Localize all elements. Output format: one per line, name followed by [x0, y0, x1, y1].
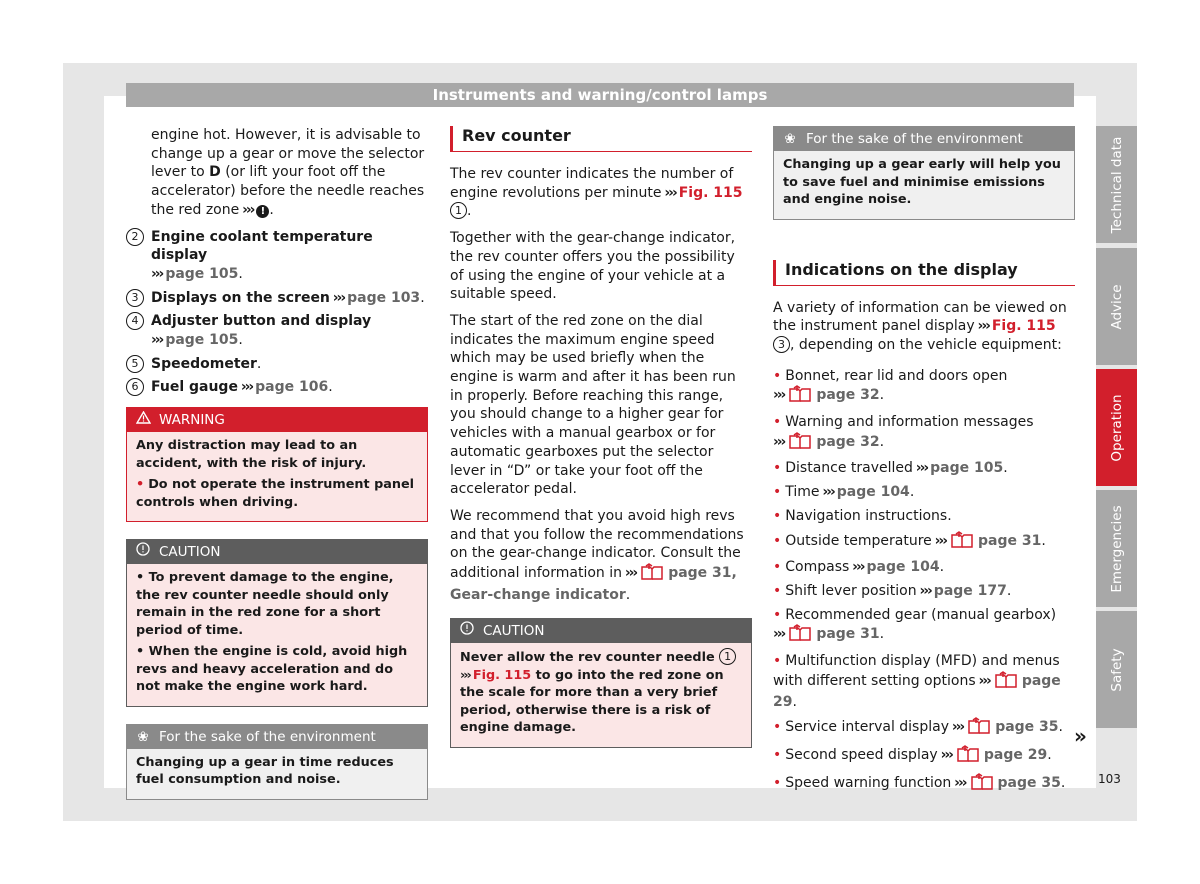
info-circle-icon	[459, 619, 475, 643]
legend-item: 3 Displays on the screen ››› page 103.	[126, 289, 428, 308]
legend-text: Fuel gauge	[151, 379, 238, 396]
book-icon	[788, 385, 812, 408]
intro-paragraph: engine hot. However, it is advisable to change up a gear or move the selector lever to D (or lift your foot off the accelerator) before the needle reaches the red zone ››› ! .	[151, 127, 425, 218]
display-item: • Multifunction display (MFD) and menus with different setting options ››› page 29.	[773, 653, 1061, 711]
environment-label: For the sake of the environment	[806, 131, 1023, 147]
bullet-icon: •	[773, 746, 782, 763]
environment-text: Changing up a gear in time reduces fuel consumption and noise.	[136, 754, 394, 788]
legend-list	[126, 228, 428, 398]
environment-text: Changing up a gear early will help you to save fuel and minimise emissions and engine noise.	[783, 157, 1061, 207]
environment-box-left	[126, 724, 428, 800]
flower-icon: ❀	[137, 728, 149, 745]
bullet-icon: •	[773, 719, 782, 736]
page-link[interactable]: page 177	[933, 582, 1007, 599]
legend-item: 5 Speedometer.	[126, 355, 428, 374]
display-item: • Warning and information messages ››› page 32.	[773, 413, 1075, 454]
column-right	[773, 126, 1075, 800]
gear-d: D	[209, 164, 221, 181]
fig-link[interactable]: Fig. 115	[472, 667, 532, 683]
callout-number: 3	[773, 336, 790, 353]
section-title-rev-counter: Rev counter	[450, 126, 752, 152]
caution-header	[451, 619, 751, 643]
page-link[interactable]: page 106	[255, 379, 329, 396]
environment-header	[127, 725, 427, 749]
display-item-text: Distance travelled	[785, 460, 913, 477]
rev-paragraph-1: The rev counter indicates the number of engine revolutions per minute ››› Fig. 115 1 .	[450, 166, 743, 220]
continued-marker: »	[1074, 724, 1087, 748]
bullet-icon: •	[773, 582, 782, 599]
tab-label: Operation	[1108, 393, 1125, 462]
bullet-icon: •	[773, 484, 782, 501]
display-item: • Compass ››› page 104.	[773, 559, 945, 576]
display-intro-text: A variety of information can be viewed on the instrument panel display	[773, 299, 1067, 335]
rev-paragraph-3: The start of the red zone on the dial indicates the maximum engine speed which may be used briefly when the engine is warm and after it has been run in properly. Before reaching this range, you should change to a higher gear for vehicles with a manual gearbox or for automatic gearboxes put the selector lever in “D” or take your foot off the accelerator pedal.	[450, 312, 736, 498]
display-item-text: Service interval display	[785, 719, 949, 736]
page-link[interactable]: page 29	[983, 746, 1048, 763]
warning-text-1: Any distraction may lead to an accident, with the risk of injury.	[136, 438, 367, 471]
display-item: • Speed warning function ››› page 35.	[773, 773, 1075, 796]
tab-emergencies[interactable]	[1096, 490, 1137, 607]
bullet-icon: •	[773, 414, 782, 431]
fig-link[interactable]: Fig. 115	[991, 318, 1056, 335]
book-icon	[994, 671, 1018, 694]
page-link[interactable]: page 32	[816, 433, 880, 450]
bullet-icon: •	[773, 559, 782, 576]
display-item-text: Time	[785, 484, 820, 501]
rev-paragraph-2: Together with the gear-change indicator, the rev counter offers you the possibility of using the engine of your vehicle at a suitable speed.	[450, 230, 736, 303]
environment-label: For the sake of the environment	[159, 728, 376, 745]
display-item: • Bonnet, rear lid and doors open ››› page 32.	[773, 367, 1075, 408]
rev-text-1: The rev counter indicates the number of engine revolutions per minute	[450, 166, 734, 201]
caution-label: CAUTION	[483, 623, 545, 640]
rev-text-4: We recommend that you avoid high revs and that you follow the recommendations on the gear-change indicator. Consult the additional information in	[450, 507, 744, 582]
fig-link[interactable]: Fig. 115	[678, 184, 743, 201]
display-item: • Distance travelled ››› page 105.	[773, 460, 1008, 477]
book-icon	[956, 745, 980, 768]
caution-box-middle: CAUTION Never allow the rev counter needle 1 ››› Fig. 115 to go into the red zone on the scale for more than a very brief period, otherwise there is a risk of engine damage.	[450, 618, 752, 748]
display-item-text: Warning and information messages	[785, 414, 1034, 431]
chapter-header: Instruments and warning/control lamps	[126, 83, 1074, 107]
callout-number: 5	[126, 355, 144, 373]
environment-box-right	[773, 126, 1075, 220]
column-middle	[450, 126, 752, 748]
display-item: • Service interval display ››› page 35.	[773, 717, 1075, 740]
book-icon	[970, 773, 994, 796]
page-link[interactable]: page 32	[816, 387, 880, 404]
tab-label: Emergencies	[1108, 504, 1125, 593]
legend-text: Displays on the screen	[151, 289, 330, 306]
bullet-icon: •	[773, 606, 782, 623]
page-link[interactable]: page 105	[165, 265, 239, 282]
caution-text-1: To prevent damage to the engine, the rev counter needle should only remain in the red zone for a short period of time.	[136, 570, 394, 638]
warning-triangle-icon	[135, 408, 151, 432]
book-icon	[788, 624, 812, 647]
book-icon	[640, 563, 664, 586]
display-item-text: Recommended gear (manual gearbox)	[785, 606, 1057, 623]
display-intro-text-2: , depending on the vehicle equipment:	[790, 336, 1062, 353]
warning-box: WARNING Any distraction may lead to an accident, with the risk of injury. • Do not operate the instrument panel controls when driving.	[126, 407, 428, 522]
page-link[interactable]: page 31	[816, 626, 880, 643]
tab-label: Safety	[1108, 647, 1125, 692]
callout-number: 1	[450, 202, 467, 219]
callout-number: 3	[126, 289, 144, 307]
display-item-text: Compass	[785, 559, 850, 576]
display-item-text: Shift lever position	[785, 582, 917, 599]
bullet-icon: •	[773, 507, 782, 524]
display-item-text: Second speed display	[785, 746, 938, 763]
page-link[interactable]: page 35	[995, 719, 1059, 736]
tab-label: Advice	[1108, 283, 1125, 330]
display-item-text: Speed warning function	[785, 774, 952, 791]
callout-number: 1	[719, 648, 736, 665]
caution-text-a: Never allow the rev counter needle	[460, 650, 715, 666]
legend-item: 6 Fuel gauge ››› page 106.	[126, 378, 428, 397]
tab-label: Technical data	[1108, 136, 1125, 233]
rev-paragraph-4: We recommend that you avoid high revs and that you follow the recommendations on the gear-change indicator. Consult the additional information in ››› page 31, Gear-change indicator.	[450, 507, 744, 603]
display-item-text: Multifunction display (MFD) and menus with different setting options	[773, 653, 1060, 689]
caution-label: CAUTION	[159, 544, 221, 561]
page-link[interactable]: page 31	[977, 532, 1042, 549]
intro-text: engine hot. However, it is advisable to change up a gear or move the selector lever to	[151, 127, 425, 181]
page-link[interactable]: page 105	[165, 332, 239, 349]
display-item: • Recommended gear (manual gearbox) ››› page 31.	[773, 606, 1075, 647]
legend-text: Adjuster button and display	[151, 313, 372, 330]
callout-number: 6	[126, 378, 144, 396]
section-title-display: Indications on the display	[773, 260, 1075, 286]
intro-text-2: (or lift your foot off the accelerator) before the needle reaches the red zone	[151, 164, 425, 218]
display-item: • Outside temperature ››› page 31.	[773, 531, 1075, 554]
display-items-list	[773, 367, 1075, 796]
bullet-icon: •	[773, 774, 782, 791]
warning-header	[127, 408, 427, 432]
flower-icon: ❀	[784, 131, 796, 147]
callout-number: 2	[126, 228, 144, 246]
display-item	[773, 507, 1075, 526]
environment-header	[774, 127, 1074, 151]
page-link[interactable]: page 29	[773, 672, 1061, 711]
page-link[interactable]: page 104	[836, 484, 910, 501]
tab-advice[interactable]	[1096, 248, 1137, 365]
book-icon	[967, 717, 991, 740]
page-link[interactable]: page 104	[866, 559, 940, 576]
callout-number: 4	[126, 312, 144, 330]
warning-icon: !	[256, 205, 269, 218]
bullet-icon: •	[773, 653, 782, 670]
bullet-icon: •	[773, 460, 782, 477]
legend-item: 2 Engine coolant temperature display ››› page 105.	[126, 228, 428, 284]
legend-item: 4 Adjuster button and display ››› page 105.	[126, 312, 428, 349]
column-left	[126, 126, 428, 800]
tab-safety[interactable]	[1096, 611, 1137, 728]
info-circle-icon	[135, 540, 151, 564]
bullet-icon: •	[773, 532, 782, 549]
page-number: 103	[1098, 772, 1121, 786]
display-item: • Time ››› page 104.	[773, 484, 915, 501]
display-item: • Shift lever position ››› page 177.	[773, 582, 1012, 599]
book-icon	[788, 432, 812, 455]
tab-technical-data[interactable]	[1096, 126, 1137, 243]
legend-text: Speedometer	[151, 355, 257, 372]
page-link[interactable]: page 105	[930, 460, 1004, 477]
caution-text-b: to go into the red zone on the scale for more than a very brief period, otherwise there is a risk of engine damage.	[460, 667, 724, 736]
tab-operation[interactable]	[1096, 369, 1137, 486]
caution-text-2: When the engine is cold, avoid high revs and heavy acceleration and do not make the engine work hard.	[136, 644, 408, 695]
display-item: • Second speed display ››› page 29.	[773, 745, 1075, 768]
warning-text-2: Do not operate the instrument panel controls when driving.	[136, 477, 415, 510]
caution-header	[127, 540, 427, 564]
page-link[interactable]: page 103	[347, 289, 421, 306]
legend-text: Engine coolant temperature display	[151, 228, 373, 264]
display-intro: A variety of information can be viewed on the instrument panel display ››› Fig. 115 3 , depending on the vehicle equipment:	[773, 299, 1067, 353]
display-item-text: Outside temperature	[785, 532, 932, 549]
caution-box-left: CAUTION • To prevent damage to the engine, the rev counter needle should only remain in the red zone for a short period of time. • When the engine is cold, avoid high revs and heavy acceleration and do not make the engine work hard.	[126, 539, 428, 707]
page-link[interactable]: page 35	[997, 774, 1061, 791]
display-item-text: Bonnet, rear lid and doors open	[785, 367, 1008, 384]
page-link-gear-change[interactable]: page 31, Gear-change indicator	[450, 565, 737, 603]
bullet-icon: •	[773, 367, 782, 384]
book-icon	[950, 531, 974, 554]
display-item-text: Navigation instructions.	[785, 507, 952, 524]
warning-label: WARNING	[159, 412, 225, 429]
